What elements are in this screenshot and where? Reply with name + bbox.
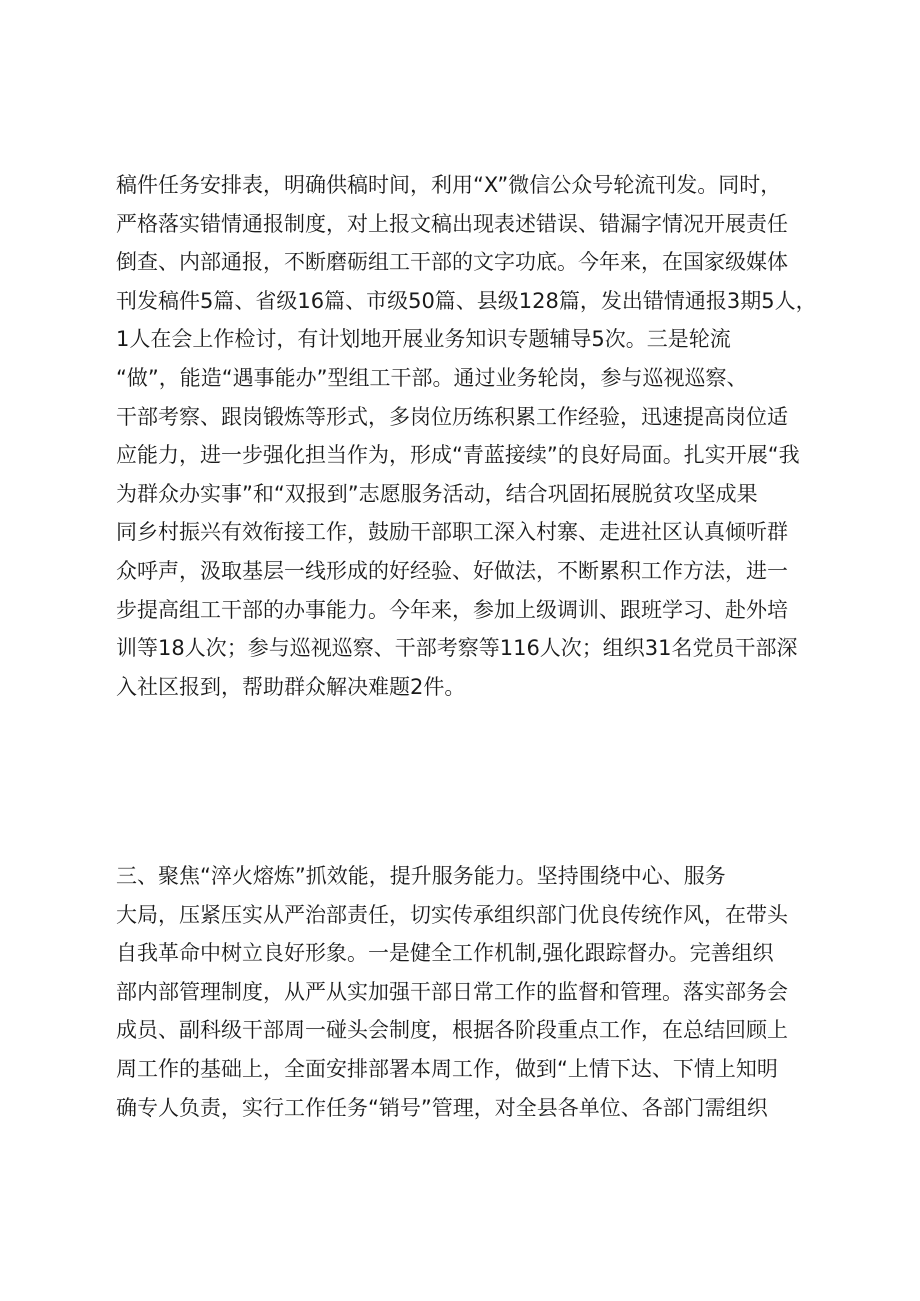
paragraph-1 xyxy=(116,166,826,706)
text-line: 严格落实错情通报制度，对上报文稿出现表述错误、错漏字情况开展责任 xyxy=(116,211,788,236)
text-line: 确专人负责，实行工作任务“销号”管理，对全县各单位、各部门需组织 xyxy=(116,1095,768,1120)
text-line: 成员、副科级干部周一碰头会制度，根据各阶段重点工作，在总结回顾上 xyxy=(116,1018,788,1043)
text-line: 三、聚焦“淬火熔炼”抓效能，提升服务能力。坚持围绕中心、服务 xyxy=(116,864,726,888)
text-line: 干部考察、跟岗锻炼等形式，多岗位历练积累工作经验，迅速提高岗位适 xyxy=(116,404,788,429)
text-line: 自我革命中树立良好形象。一是健全工作机制,强化跟踪督办。完善组织 xyxy=(116,941,774,966)
text-line: 刊发稿件5篇、省级16篇、市级50篇、县级128篇，发出错情通报3期5人， xyxy=(116,288,817,313)
text-line: 同乡村振兴有效衔接工作，鼓励干部职工深入村寨、走进社区认真倾听群 xyxy=(116,520,788,545)
text-line: 众呼声，汲取基层一线形成的好经验、好做法，不断累积工作方法，进一 xyxy=(116,558,788,583)
text-line: 大局，压紧压实从严治部责任，切实传承组织部门优良传统作风，在带头 xyxy=(116,902,788,927)
paragraph-2 xyxy=(116,857,826,1127)
text-line: 训等18人次；参与巡视巡察、干部考察等116人次；组织31名党员干部深 xyxy=(116,636,798,661)
text-line: 倒查、内部通报，不断磨砺组工干部的文字功底。今年来，在国家级媒体 xyxy=(116,250,788,275)
text-line: 1人在会上作检讨，有计划地开展业务知识专题辅导5次。三是轮流 xyxy=(116,327,731,352)
text-line: 周工作的基础上，全面安排部署本周工作，做到“上情下达、下情上知明 xyxy=(116,1056,778,1081)
text-line: 为群众办实事”和“双报到”志愿服务活动，结合巩固拓展脱贫攻坚成果 xyxy=(116,481,758,506)
text-line: “做”，能造“遇事能办”型组工干部。通过业务轮岗，参与巡视巡察、 xyxy=(116,365,748,390)
text-line: 入社区报到，帮助群众解决难题2件。 xyxy=(116,674,466,699)
text-line: 稿件任务安排表，明确供稿时间，利用“X”微信公众号轮流刊发。同时， xyxy=(116,173,782,197)
text-line: 部内部管理制度，从严从实加强干部日常工作的监督和管理。落实部务会 xyxy=(116,979,788,1004)
text-line: 步提高组工干部的办事能力。今年来，参加上级调训、跟班学习、赴外培 xyxy=(116,597,788,622)
text-line: 应能力，进一步强化担当作为，形成“青蓝接续”的良好局面。扎实开展“我 xyxy=(116,443,800,468)
